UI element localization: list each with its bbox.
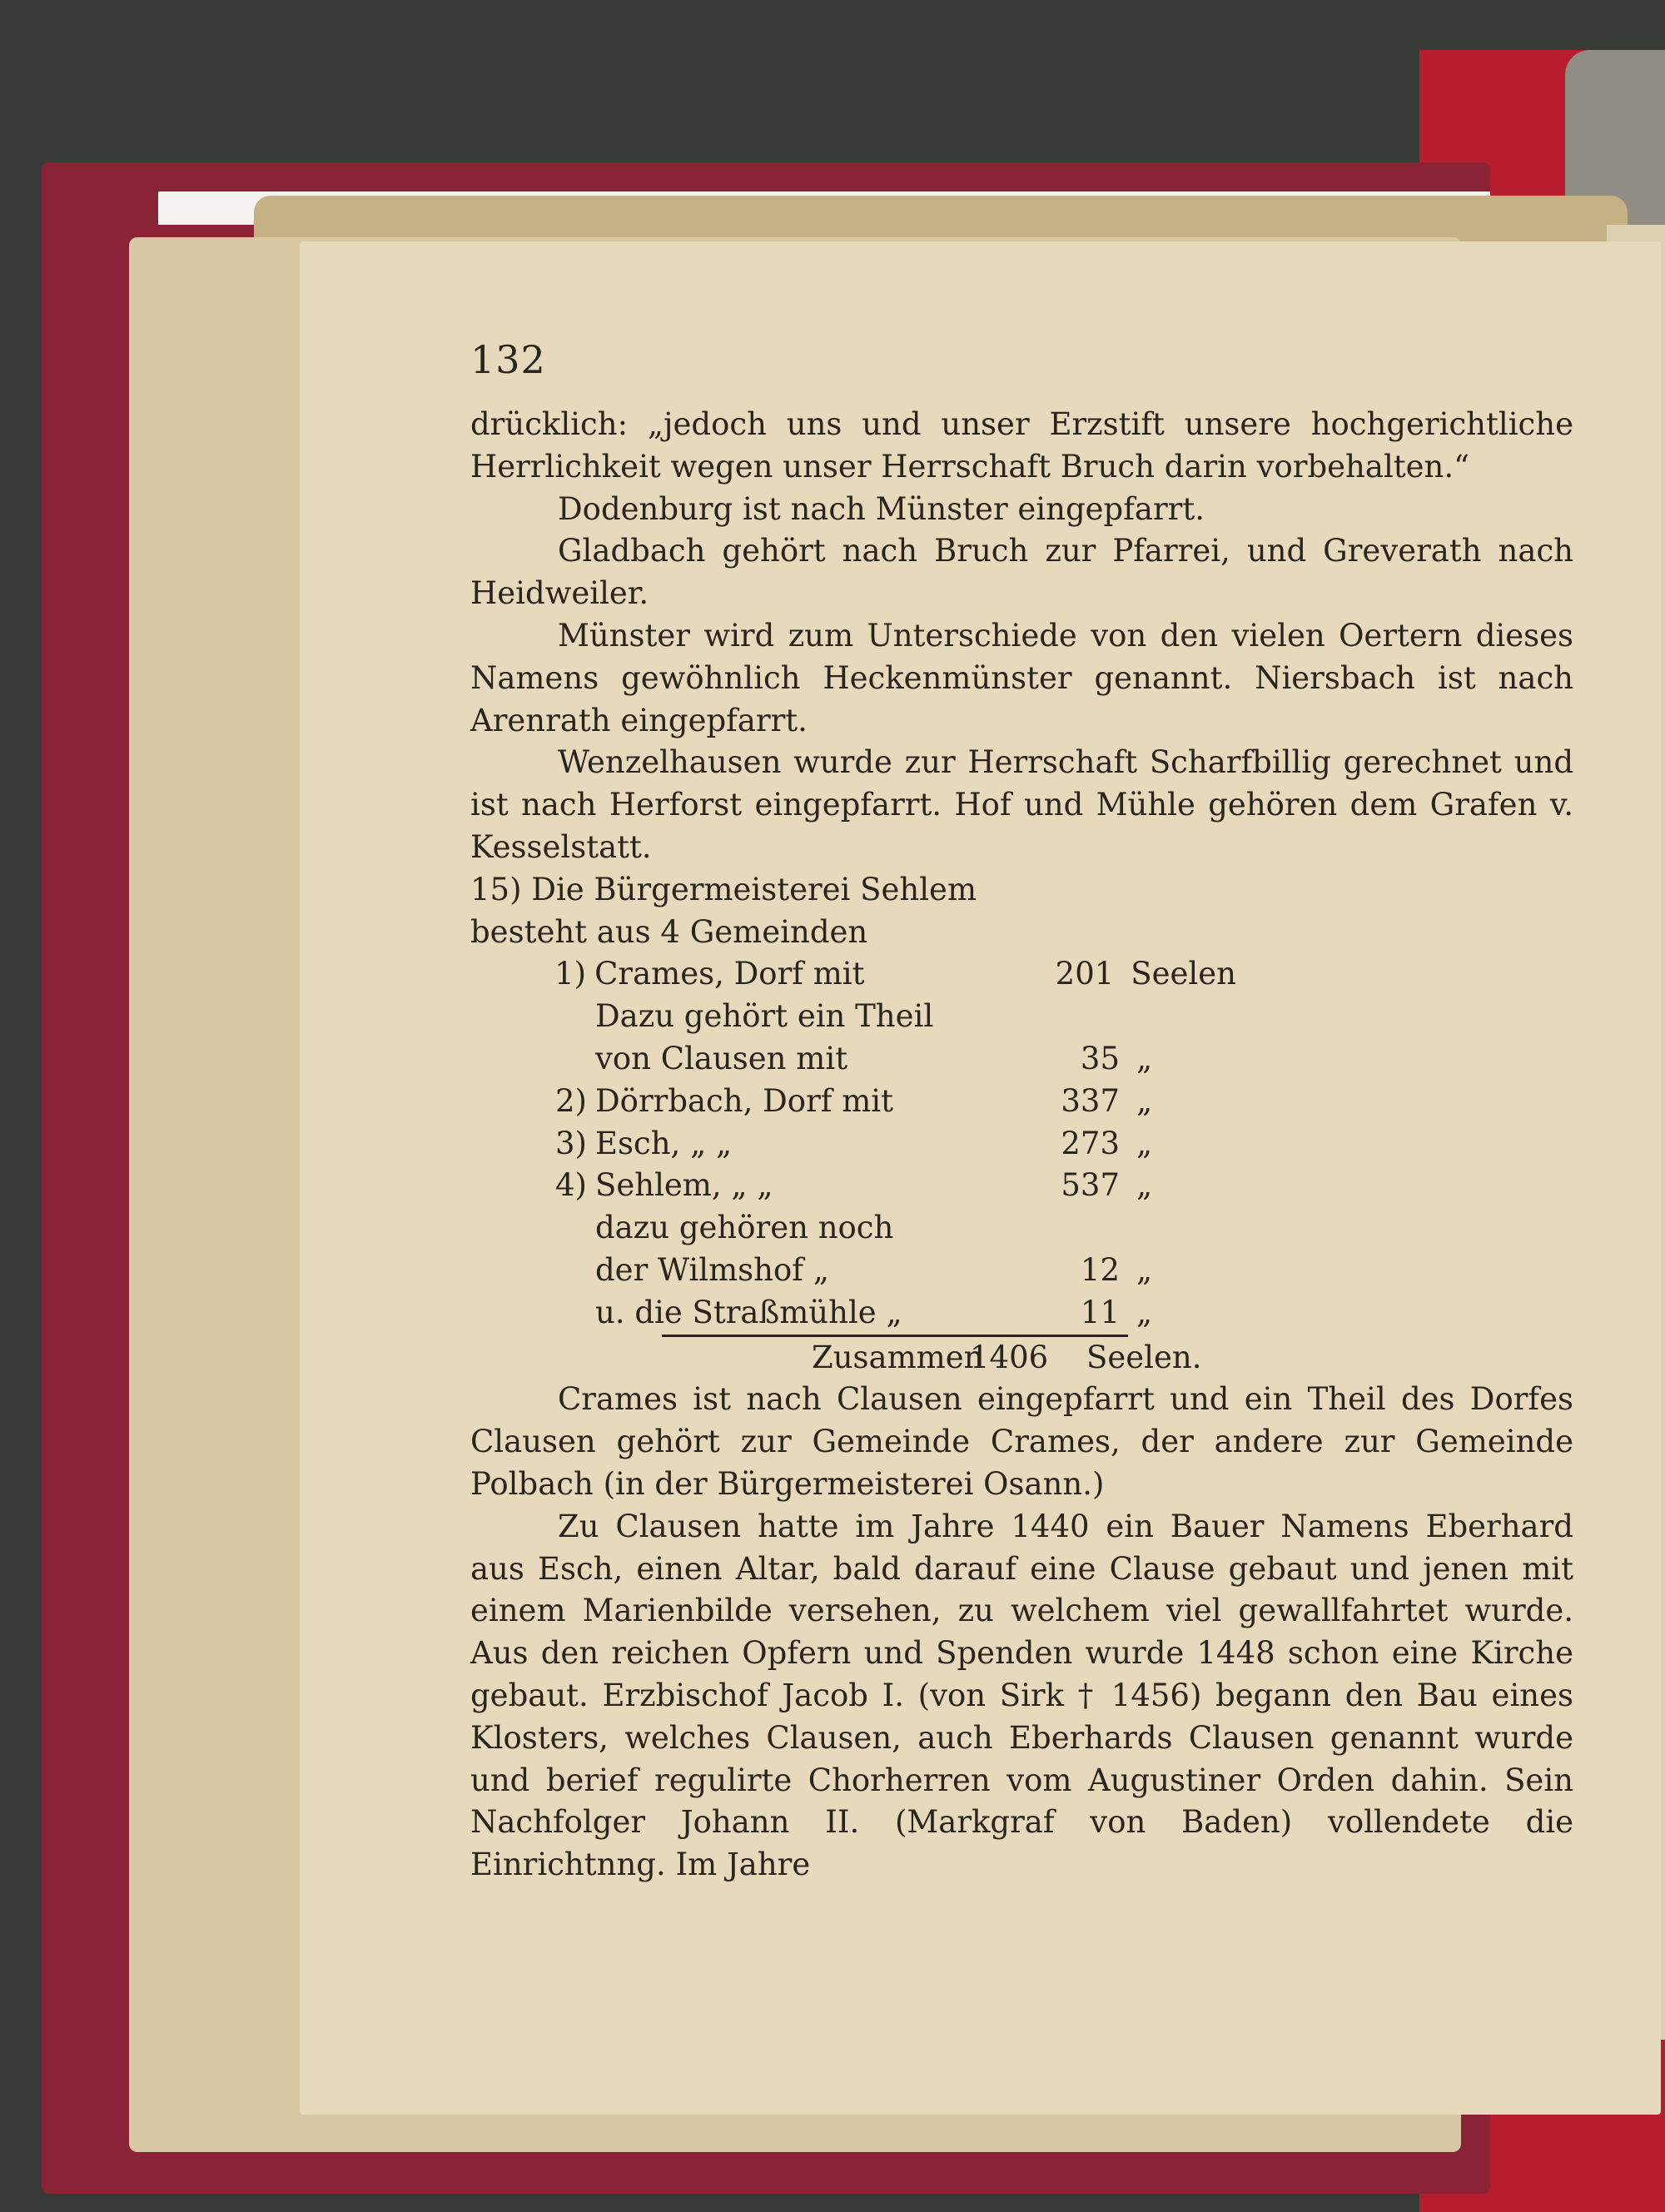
row-unit: „: [1136, 1294, 1153, 1330]
table-row: [504, 953, 1236, 996]
row-name: Dörrbach, Dorf mit: [595, 1082, 894, 1119]
row-name: Dazu gehört ein Theil: [595, 998, 934, 1035]
row-quantity: [1011, 996, 1136, 1038]
row-name: Crames, Dorf mit: [594, 956, 865, 992]
row-name: von Clausen mit: [595, 1040, 848, 1076]
paragraph: Crames ist nach Clausen eingepfarrt und ein Theil des Dorfes Clausen gehört zur Gemeinde Crames, der andere zur Gemeinde Polbach (in der Bürgermeisterei Osann.): [470, 1381, 1573, 1502]
row-unit: „: [1136, 1251, 1153, 1288]
row-quantity: [1011, 1207, 1136, 1250]
row-number: [504, 1250, 595, 1292]
row-number: 4): [555, 1167, 587, 1204]
row-quantity: 11: [1080, 1294, 1120, 1330]
total-label: Zusammen: [812, 1339, 984, 1375]
population-table: [504, 953, 1236, 1379]
total-quantity: 1406: [970, 1339, 1049, 1375]
table-row: [504, 1292, 1236, 1335]
table-row: [504, 1250, 1236, 1292]
row-name: Esch, „ „: [595, 1125, 733, 1161]
row-quantity: 35: [1080, 1040, 1120, 1076]
paragraph: Zu Clausen hatte im Jahre 1440 ein Bauer Namens Eberhard aus Esch, einen Altar, bald darauf eine Clause gebaut und jenen mit einem Marienbilde versehen, zu welchem viel gewallfahrtet wurde. Aus den reichen Opfern und Spenden wurde 1448 schon eine Kirche gebaut. Erzbischof Jacob I. (von Sirk † 1456) begann den Bau eines Klosters, welches Clausen, auch Eberhards Clausen genannt wurde und berief regulirte Chorherren vom Augustiner Orden dahin. Sein Nachfolger Johann II. (Markgraf von Baden) vollendete die Einrichtnng. Im Jahre: [470, 1508, 1573, 1883]
row-number: 1): [554, 956, 587, 992]
section-heading: 15) Die Bürgermeisterei Sehlem: [470, 871, 977, 907]
row-unit: Seelen: [1131, 956, 1236, 992]
row-quantity: 337: [1061, 1082, 1120, 1119]
row-quantity: 12: [1080, 1251, 1120, 1288]
row-unit: „: [1136, 1125, 1153, 1161]
row-unit: „: [1136, 1040, 1153, 1076]
row-quantity: 537: [1061, 1167, 1120, 1204]
paragraph: Wenzelhausen wurde zur Herrschaft Scharfbillig gerechnet und ist nach Herforst eingepfarrt. Hof und Mühle gehören dem Grafen v. Kesselstatt.: [470, 744, 1573, 865]
row-number: [504, 996, 595, 1038]
paragraph: Dodenburg ist nach Münster eingepfarrt.: [558, 490, 1205, 527]
table-row: [504, 1207, 1236, 1250]
page-text: [470, 404, 1573, 1886]
paragraph: Gladbach gehört nach Bruch zur Pfarrei, und Greverath nach Heidweiler.: [470, 533, 1573, 612]
intro-line: besteht aus 4 Gemeinden: [470, 913, 868, 950]
row-quantity: 273: [1061, 1125, 1120, 1161]
row-unit: „: [1136, 1082, 1153, 1119]
table-row: [504, 1038, 1236, 1081]
row-unit: [1136, 996, 1236, 1038]
row-number: [504, 1038, 595, 1081]
paragraph: drücklich: „jedoch uns und unser Erzstift unsere hochgerichtliche Herrlichkeit wegen unser Herrschaft Bruch darin vorbehalten.“: [470, 406, 1573, 485]
paragraph: Münster wird zum Unterschiede von den vielen Oertern dieses Namens gewöhnlich Heckenmünster genannt. Niersbach ist nach Arenrath eingepfarrt.: [470, 617, 1573, 738]
table-row: [504, 1081, 1236, 1123]
total-unit: Seelen.: [1086, 1339, 1202, 1375]
page-number: 132: [470, 337, 546, 382]
row-number: 3): [555, 1125, 587, 1161]
row-name: Sehlem, „ „: [595, 1167, 773, 1204]
row-name: u. die Straßmühle „: [595, 1294, 902, 1330]
table-row: [504, 1123, 1236, 1166]
row-name: der Wilmshof „: [595, 1251, 829, 1288]
row-number: 2): [555, 1082, 587, 1119]
row-unit: „: [1136, 1167, 1153, 1204]
table-row: [504, 996, 1236, 1038]
row-name: dazu gehören noch: [595, 1210, 894, 1246]
row-quantity: 201: [1055, 956, 1115, 992]
row-number: [504, 1292, 595, 1335]
row-unit: [1136, 1207, 1236, 1250]
row-number: [504, 1207, 595, 1250]
table-row: [504, 1165, 1236, 1207]
total-row: [504, 1337, 1236, 1379]
